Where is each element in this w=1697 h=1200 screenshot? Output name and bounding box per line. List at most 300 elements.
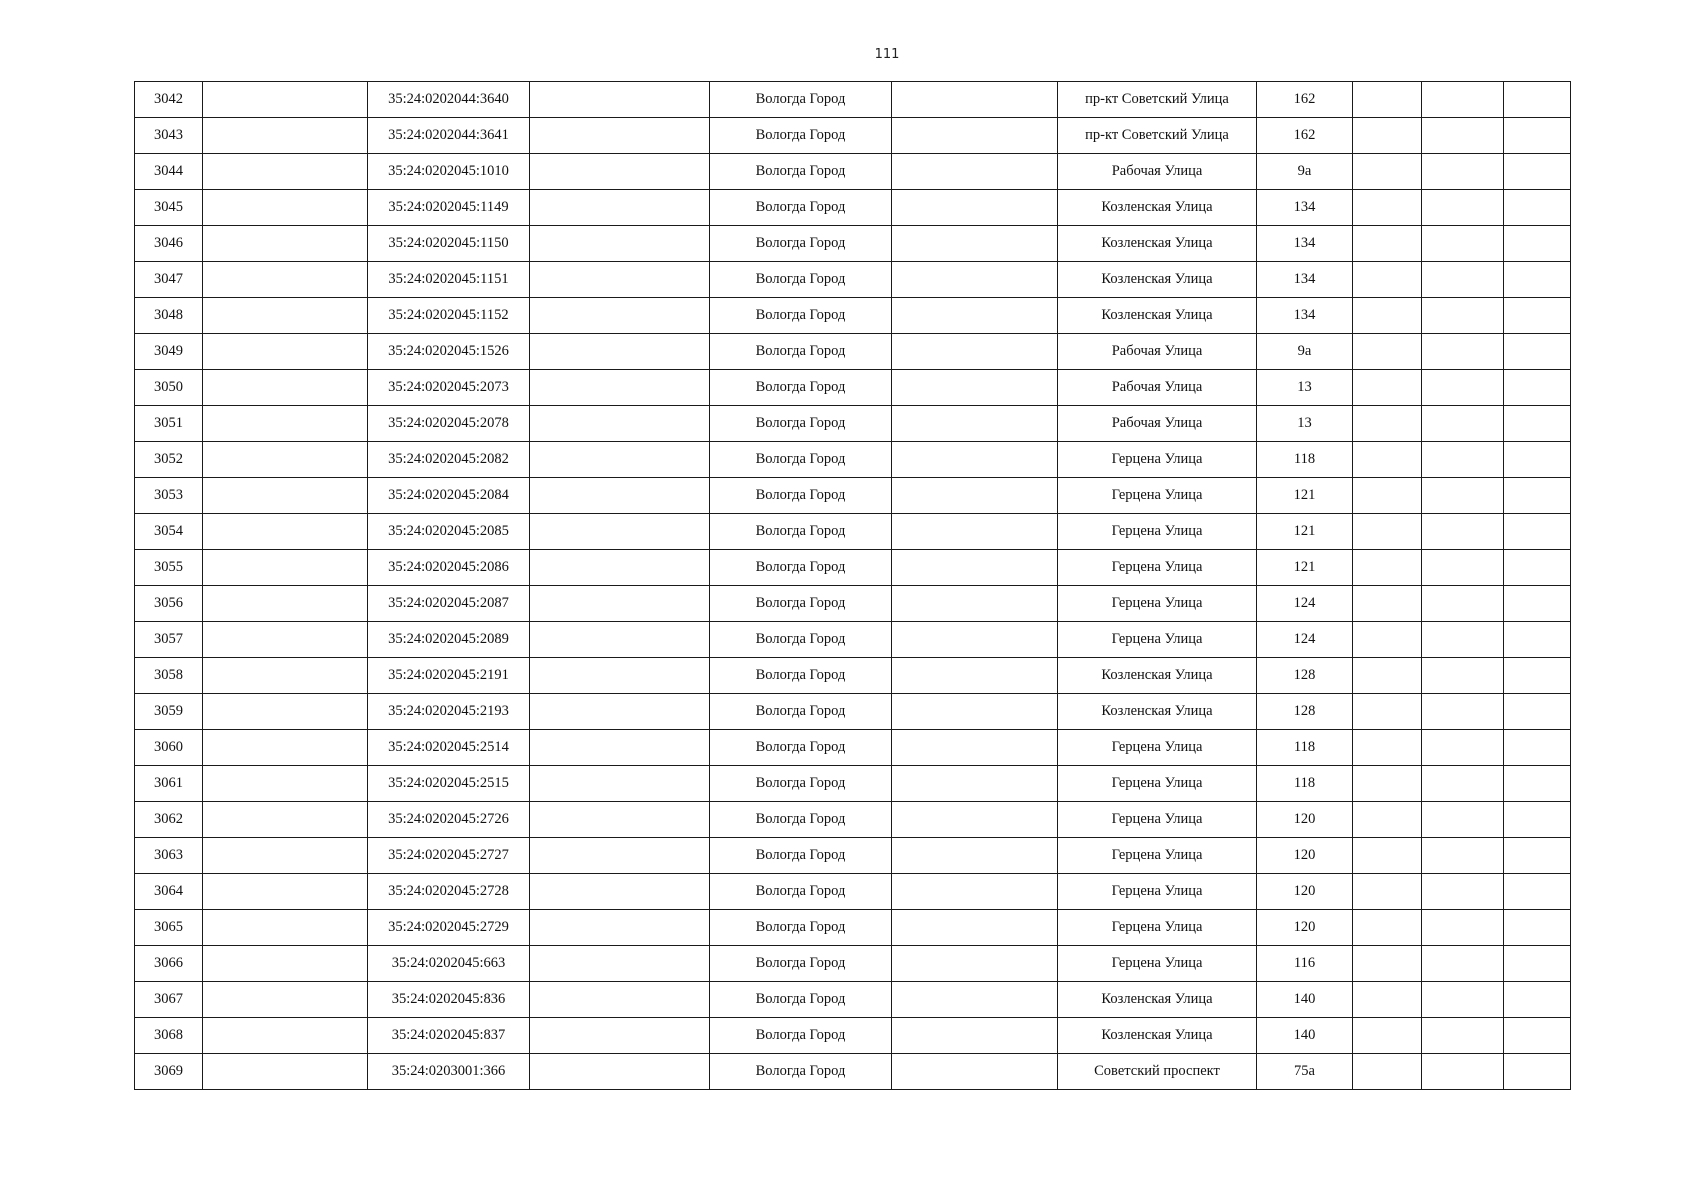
empty-cell xyxy=(1504,982,1571,1018)
empty-cell xyxy=(530,838,710,874)
empty-cell xyxy=(1504,370,1571,406)
empty-cell xyxy=(530,262,710,298)
table-row xyxy=(135,478,1571,514)
empty-cell xyxy=(892,82,1058,118)
row-number-cell: 3068 xyxy=(135,1018,203,1054)
empty-cell xyxy=(892,1054,1058,1090)
empty-cell xyxy=(1422,82,1504,118)
house-number-cell: 140 xyxy=(1257,1018,1353,1054)
empty-cell xyxy=(892,730,1058,766)
street-cell: Герцена Улица xyxy=(1058,766,1257,802)
cadastral-number-cell: 35:24:0202045:836 xyxy=(368,982,530,1018)
cadastral-number-cell: 35:24:0202045:2073 xyxy=(368,370,530,406)
cadastral-number-cell: 35:24:0202045:2086 xyxy=(368,550,530,586)
house-number-cell: 13 xyxy=(1257,406,1353,442)
house-number-cell: 121 xyxy=(1257,514,1353,550)
row-number-cell: 3061 xyxy=(135,766,203,802)
row-number-cell: 3049 xyxy=(135,334,203,370)
empty-cell xyxy=(1422,730,1504,766)
cadastral-number-cell: 35:24:0202045:1149 xyxy=(368,190,530,226)
empty-cell xyxy=(1353,226,1422,262)
empty-cell xyxy=(1353,622,1422,658)
street-cell: Герцена Улица xyxy=(1058,946,1257,982)
empty-cell xyxy=(1422,586,1504,622)
empty-cell xyxy=(1422,334,1504,370)
empty-cell xyxy=(1422,910,1504,946)
street-cell: Рабочая Улица xyxy=(1058,370,1257,406)
empty-cell xyxy=(203,334,368,370)
house-number-cell: 128 xyxy=(1257,658,1353,694)
cadastral-number-cell: 35:24:0202045:2726 xyxy=(368,802,530,838)
empty-cell xyxy=(203,802,368,838)
house-number-cell: 162 xyxy=(1257,118,1353,154)
street-cell: Герцена Улица xyxy=(1058,910,1257,946)
empty-cell xyxy=(892,154,1058,190)
table-row xyxy=(135,334,1571,370)
empty-cell xyxy=(530,730,710,766)
row-number-cell: 3057 xyxy=(135,622,203,658)
empty-cell xyxy=(1504,838,1571,874)
locality-cell: Вологда Город xyxy=(710,82,892,118)
empty-cell xyxy=(1353,82,1422,118)
empty-cell xyxy=(1504,118,1571,154)
registry-table-body xyxy=(135,82,1571,1090)
cadastral-number-cell: 35:24:0202045:1010 xyxy=(368,154,530,190)
empty-cell xyxy=(892,982,1058,1018)
empty-cell xyxy=(1353,694,1422,730)
empty-cell xyxy=(1504,1054,1571,1090)
empty-cell xyxy=(530,154,710,190)
street-cell: Козленская Улица xyxy=(1058,694,1257,730)
empty-cell xyxy=(892,910,1058,946)
empty-cell xyxy=(203,874,368,910)
empty-cell xyxy=(203,118,368,154)
empty-cell xyxy=(1422,622,1504,658)
locality-cell: Вологда Город xyxy=(710,1054,892,1090)
row-number-cell: 3047 xyxy=(135,262,203,298)
locality-cell: Вологда Город xyxy=(710,1018,892,1054)
empty-cell xyxy=(1353,154,1422,190)
empty-cell xyxy=(203,586,368,622)
empty-cell xyxy=(1504,766,1571,802)
empty-cell xyxy=(530,982,710,1018)
empty-cell xyxy=(1422,658,1504,694)
table-row xyxy=(135,982,1571,1018)
row-number-cell: 3048 xyxy=(135,298,203,334)
empty-cell xyxy=(892,766,1058,802)
house-number-cell: 121 xyxy=(1257,550,1353,586)
street-cell: Советский проспект xyxy=(1058,1054,1257,1090)
table-row xyxy=(135,766,1571,802)
empty-cell xyxy=(1353,766,1422,802)
empty-cell xyxy=(1353,730,1422,766)
table-row xyxy=(135,298,1571,334)
empty-cell xyxy=(203,190,368,226)
empty-cell xyxy=(892,838,1058,874)
house-number-cell: 120 xyxy=(1257,838,1353,874)
locality-cell: Вологда Город xyxy=(710,190,892,226)
table-row xyxy=(135,838,1571,874)
table-row xyxy=(135,550,1571,586)
empty-cell xyxy=(1422,442,1504,478)
empty-cell xyxy=(530,1018,710,1054)
cadastral-number-cell: 35:24:0202045:2729 xyxy=(368,910,530,946)
house-number-cell: 118 xyxy=(1257,766,1353,802)
locality-cell: Вологда Город xyxy=(710,550,892,586)
house-number-cell: 120 xyxy=(1257,874,1353,910)
cadastral-number-cell: 35:24:0202045:1151 xyxy=(368,262,530,298)
empty-cell xyxy=(1504,190,1571,226)
empty-cell xyxy=(1504,586,1571,622)
empty-cell xyxy=(203,550,368,586)
empty-cell xyxy=(530,442,710,478)
empty-cell xyxy=(530,694,710,730)
empty-cell xyxy=(203,1018,368,1054)
registry-table xyxy=(134,81,1571,1090)
street-cell: Герцена Улица xyxy=(1058,550,1257,586)
empty-cell xyxy=(530,226,710,262)
table-row xyxy=(135,694,1571,730)
empty-cell xyxy=(1422,982,1504,1018)
empty-cell xyxy=(1504,262,1571,298)
row-number-cell: 3045 xyxy=(135,190,203,226)
cadastral-number-cell: 35:24:0202045:2727 xyxy=(368,838,530,874)
empty-cell xyxy=(1353,1054,1422,1090)
page-number: 111 xyxy=(874,47,900,62)
empty-cell xyxy=(892,442,1058,478)
table-row xyxy=(135,1054,1571,1090)
empty-cell xyxy=(530,118,710,154)
house-number-cell: 162 xyxy=(1257,82,1353,118)
empty-cell xyxy=(1422,514,1504,550)
row-number-cell: 3063 xyxy=(135,838,203,874)
cadastral-number-cell: 35:24:0202045:1150 xyxy=(368,226,530,262)
empty-cell xyxy=(1353,190,1422,226)
empty-cell xyxy=(1504,874,1571,910)
row-number-cell: 3050 xyxy=(135,370,203,406)
empty-cell xyxy=(1504,1018,1571,1054)
table-row xyxy=(135,442,1571,478)
locality-cell: Вологда Город xyxy=(710,334,892,370)
empty-cell xyxy=(1504,658,1571,694)
locality-cell: Вологда Город xyxy=(710,910,892,946)
empty-cell xyxy=(530,478,710,514)
cadastral-number-cell: 35:24:0203001:366 xyxy=(368,1054,530,1090)
empty-cell xyxy=(1422,550,1504,586)
empty-cell xyxy=(1353,262,1422,298)
street-cell: Герцена Улица xyxy=(1058,442,1257,478)
empty-cell xyxy=(1504,226,1571,262)
empty-cell xyxy=(530,910,710,946)
empty-cell xyxy=(203,514,368,550)
empty-cell xyxy=(1353,1018,1422,1054)
empty-cell xyxy=(203,622,368,658)
row-number-cell: 3042 xyxy=(135,82,203,118)
house-number-cell: 124 xyxy=(1257,586,1353,622)
house-number-cell: 9а xyxy=(1257,334,1353,370)
empty-cell xyxy=(1353,334,1422,370)
empty-cell xyxy=(530,514,710,550)
empty-cell xyxy=(892,226,1058,262)
empty-cell xyxy=(530,1054,710,1090)
empty-cell xyxy=(1422,766,1504,802)
empty-cell xyxy=(203,226,368,262)
table-row xyxy=(135,514,1571,550)
street-cell: Герцена Улица xyxy=(1058,874,1257,910)
empty-cell xyxy=(530,622,710,658)
empty-cell xyxy=(530,190,710,226)
house-number-cell: 134 xyxy=(1257,190,1353,226)
row-number-cell: 3046 xyxy=(135,226,203,262)
locality-cell: Вологда Город xyxy=(710,694,892,730)
street-cell: Герцена Улица xyxy=(1058,730,1257,766)
row-number-cell: 3053 xyxy=(135,478,203,514)
empty-cell xyxy=(1353,118,1422,154)
empty-cell xyxy=(1353,946,1422,982)
empty-cell xyxy=(203,370,368,406)
cadastral-number-cell: 35:24:0202045:2728 xyxy=(368,874,530,910)
empty-cell xyxy=(892,514,1058,550)
empty-cell xyxy=(1504,442,1571,478)
empty-cell xyxy=(203,766,368,802)
empty-cell xyxy=(530,874,710,910)
empty-cell xyxy=(892,802,1058,838)
row-number-cell: 3064 xyxy=(135,874,203,910)
empty-cell xyxy=(1422,802,1504,838)
table-row xyxy=(135,190,1571,226)
cadastral-number-cell: 35:24:0202045:837 xyxy=(368,1018,530,1054)
empty-cell xyxy=(892,406,1058,442)
empty-cell xyxy=(892,478,1058,514)
empty-cell xyxy=(892,550,1058,586)
empty-cell xyxy=(1422,370,1504,406)
empty-cell xyxy=(1422,154,1504,190)
empty-cell xyxy=(530,946,710,982)
empty-cell xyxy=(1504,82,1571,118)
empty-cell xyxy=(1504,910,1571,946)
empty-cell xyxy=(1353,406,1422,442)
row-number-cell: 3058 xyxy=(135,658,203,694)
table-row xyxy=(135,262,1571,298)
table-row xyxy=(135,154,1571,190)
cadastral-number-cell: 35:24:0202045:1152 xyxy=(368,298,530,334)
empty-cell xyxy=(1422,1018,1504,1054)
row-number-cell: 3067 xyxy=(135,982,203,1018)
locality-cell: Вологда Город xyxy=(710,766,892,802)
table-row xyxy=(135,406,1571,442)
street-cell: Рабочая Улица xyxy=(1058,334,1257,370)
empty-cell xyxy=(203,658,368,694)
table-row xyxy=(135,874,1571,910)
cadastral-number-cell: 35:24:0202045:2082 xyxy=(368,442,530,478)
row-number-cell: 3055 xyxy=(135,550,203,586)
locality-cell: Вологда Город xyxy=(710,226,892,262)
empty-cell xyxy=(1504,298,1571,334)
street-cell: Герцена Улица xyxy=(1058,622,1257,658)
street-cell: Герцена Улица xyxy=(1058,478,1257,514)
empty-cell xyxy=(1353,982,1422,1018)
empty-cell xyxy=(1504,478,1571,514)
locality-cell: Вологда Город xyxy=(710,478,892,514)
empty-cell xyxy=(1422,946,1504,982)
table-row xyxy=(135,802,1571,838)
house-number-cell: 124 xyxy=(1257,622,1353,658)
row-number-cell: 3051 xyxy=(135,406,203,442)
empty-cell xyxy=(1422,298,1504,334)
empty-cell xyxy=(1504,946,1571,982)
empty-cell xyxy=(892,298,1058,334)
row-number-cell: 3043 xyxy=(135,118,203,154)
empty-cell xyxy=(1353,514,1422,550)
table-row xyxy=(135,118,1571,154)
house-number-cell: 9а xyxy=(1257,154,1353,190)
empty-cell xyxy=(530,298,710,334)
street-cell: Козленская Улица xyxy=(1058,298,1257,334)
locality-cell: Вологда Город xyxy=(710,730,892,766)
street-cell: Козленская Улица xyxy=(1058,262,1257,298)
house-number-cell: 116 xyxy=(1257,946,1353,982)
street-cell: Козленская Улица xyxy=(1058,982,1257,1018)
empty-cell xyxy=(1504,154,1571,190)
empty-cell xyxy=(203,154,368,190)
street-cell: Герцена Улица xyxy=(1058,802,1257,838)
empty-cell xyxy=(530,658,710,694)
empty-cell xyxy=(1353,550,1422,586)
row-number-cell: 3062 xyxy=(135,802,203,838)
table-row xyxy=(135,586,1571,622)
locality-cell: Вологда Город xyxy=(710,982,892,1018)
empty-cell xyxy=(203,946,368,982)
empty-cell xyxy=(1504,802,1571,838)
street-cell: Козленская Улица xyxy=(1058,658,1257,694)
row-number-cell: 3060 xyxy=(135,730,203,766)
empty-cell xyxy=(203,694,368,730)
locality-cell: Вологда Город xyxy=(710,154,892,190)
empty-cell xyxy=(1353,478,1422,514)
empty-cell xyxy=(1422,118,1504,154)
locality-cell: Вологда Город xyxy=(710,406,892,442)
empty-cell xyxy=(530,586,710,622)
row-number-cell: 3066 xyxy=(135,946,203,982)
empty-cell xyxy=(203,1054,368,1090)
empty-cell xyxy=(203,838,368,874)
locality-cell: Вологда Город xyxy=(710,946,892,982)
empty-cell xyxy=(1504,406,1571,442)
empty-cell xyxy=(892,874,1058,910)
row-number-cell: 3056 xyxy=(135,586,203,622)
empty-cell xyxy=(892,190,1058,226)
locality-cell: Вологда Город xyxy=(710,118,892,154)
empty-cell xyxy=(1422,478,1504,514)
table-row xyxy=(135,370,1571,406)
empty-cell xyxy=(1504,730,1571,766)
street-cell: Козленская Улица xyxy=(1058,226,1257,262)
house-number-cell: 140 xyxy=(1257,982,1353,1018)
empty-cell xyxy=(203,262,368,298)
empty-cell xyxy=(530,802,710,838)
empty-cell xyxy=(1422,226,1504,262)
empty-cell xyxy=(203,406,368,442)
empty-cell xyxy=(892,946,1058,982)
empty-cell xyxy=(1504,334,1571,370)
empty-cell xyxy=(1353,874,1422,910)
row-number-cell: 3065 xyxy=(135,910,203,946)
empty-cell xyxy=(1504,622,1571,658)
empty-cell xyxy=(530,82,710,118)
empty-cell xyxy=(892,118,1058,154)
cadastral-number-cell: 35:24:0202045:2087 xyxy=(368,586,530,622)
empty-cell xyxy=(1422,190,1504,226)
cadastral-number-cell: 35:24:0202045:2514 xyxy=(368,730,530,766)
empty-cell xyxy=(1422,694,1504,730)
street-cell: пр-кт Советский Улица xyxy=(1058,118,1257,154)
empty-cell xyxy=(892,586,1058,622)
house-number-cell: 120 xyxy=(1257,910,1353,946)
house-number-cell: 134 xyxy=(1257,298,1353,334)
house-number-cell: 120 xyxy=(1257,802,1353,838)
empty-cell xyxy=(203,82,368,118)
empty-cell xyxy=(530,406,710,442)
empty-cell xyxy=(1504,514,1571,550)
empty-cell xyxy=(203,442,368,478)
empty-cell xyxy=(892,262,1058,298)
locality-cell: Вологда Город xyxy=(710,658,892,694)
house-number-cell: 134 xyxy=(1257,262,1353,298)
street-cell: Герцена Улица xyxy=(1058,514,1257,550)
empty-cell xyxy=(530,766,710,802)
empty-cell xyxy=(892,622,1058,658)
house-number-cell: 118 xyxy=(1257,442,1353,478)
empty-cell xyxy=(203,478,368,514)
cadastral-number-cell: 35:24:0202045:2515 xyxy=(368,766,530,802)
locality-cell: Вологда Город xyxy=(710,838,892,874)
row-number-cell: 3044 xyxy=(135,154,203,190)
table-row xyxy=(135,1018,1571,1054)
empty-cell xyxy=(1353,442,1422,478)
empty-cell xyxy=(892,370,1058,406)
row-number-cell: 3059 xyxy=(135,694,203,730)
empty-cell xyxy=(203,982,368,1018)
table-row xyxy=(135,622,1571,658)
cadastral-number-cell: 35:24:0202044:3640 xyxy=(368,82,530,118)
empty-cell xyxy=(203,910,368,946)
empty-cell xyxy=(1422,262,1504,298)
empty-cell xyxy=(203,730,368,766)
locality-cell: Вологда Город xyxy=(710,802,892,838)
cadastral-number-cell: 35:24:0202045:663 xyxy=(368,946,530,982)
empty-cell xyxy=(892,1018,1058,1054)
empty-cell xyxy=(1422,838,1504,874)
street-cell: Козленская Улица xyxy=(1058,190,1257,226)
street-cell: Козленская Улица xyxy=(1058,1018,1257,1054)
empty-cell xyxy=(1353,910,1422,946)
empty-cell xyxy=(1353,586,1422,622)
cadastral-number-cell: 35:24:0202045:2084 xyxy=(368,478,530,514)
cadastral-number-cell: 35:24:0202045:2191 xyxy=(368,658,530,694)
house-number-cell: 134 xyxy=(1257,226,1353,262)
cadastral-number-cell: 35:24:0202045:1526 xyxy=(368,334,530,370)
cadastral-number-cell: 35:24:0202045:2085 xyxy=(368,514,530,550)
street-cell: Герцена Улица xyxy=(1058,586,1257,622)
row-number-cell: 3052 xyxy=(135,442,203,478)
empty-cell xyxy=(1353,658,1422,694)
locality-cell: Вологда Город xyxy=(710,262,892,298)
empty-cell xyxy=(1422,406,1504,442)
house-number-cell: 75а xyxy=(1257,1054,1353,1090)
house-number-cell: 118 xyxy=(1257,730,1353,766)
table-row xyxy=(135,910,1571,946)
cadastral-number-cell: 35:24:0202045:2193 xyxy=(368,694,530,730)
